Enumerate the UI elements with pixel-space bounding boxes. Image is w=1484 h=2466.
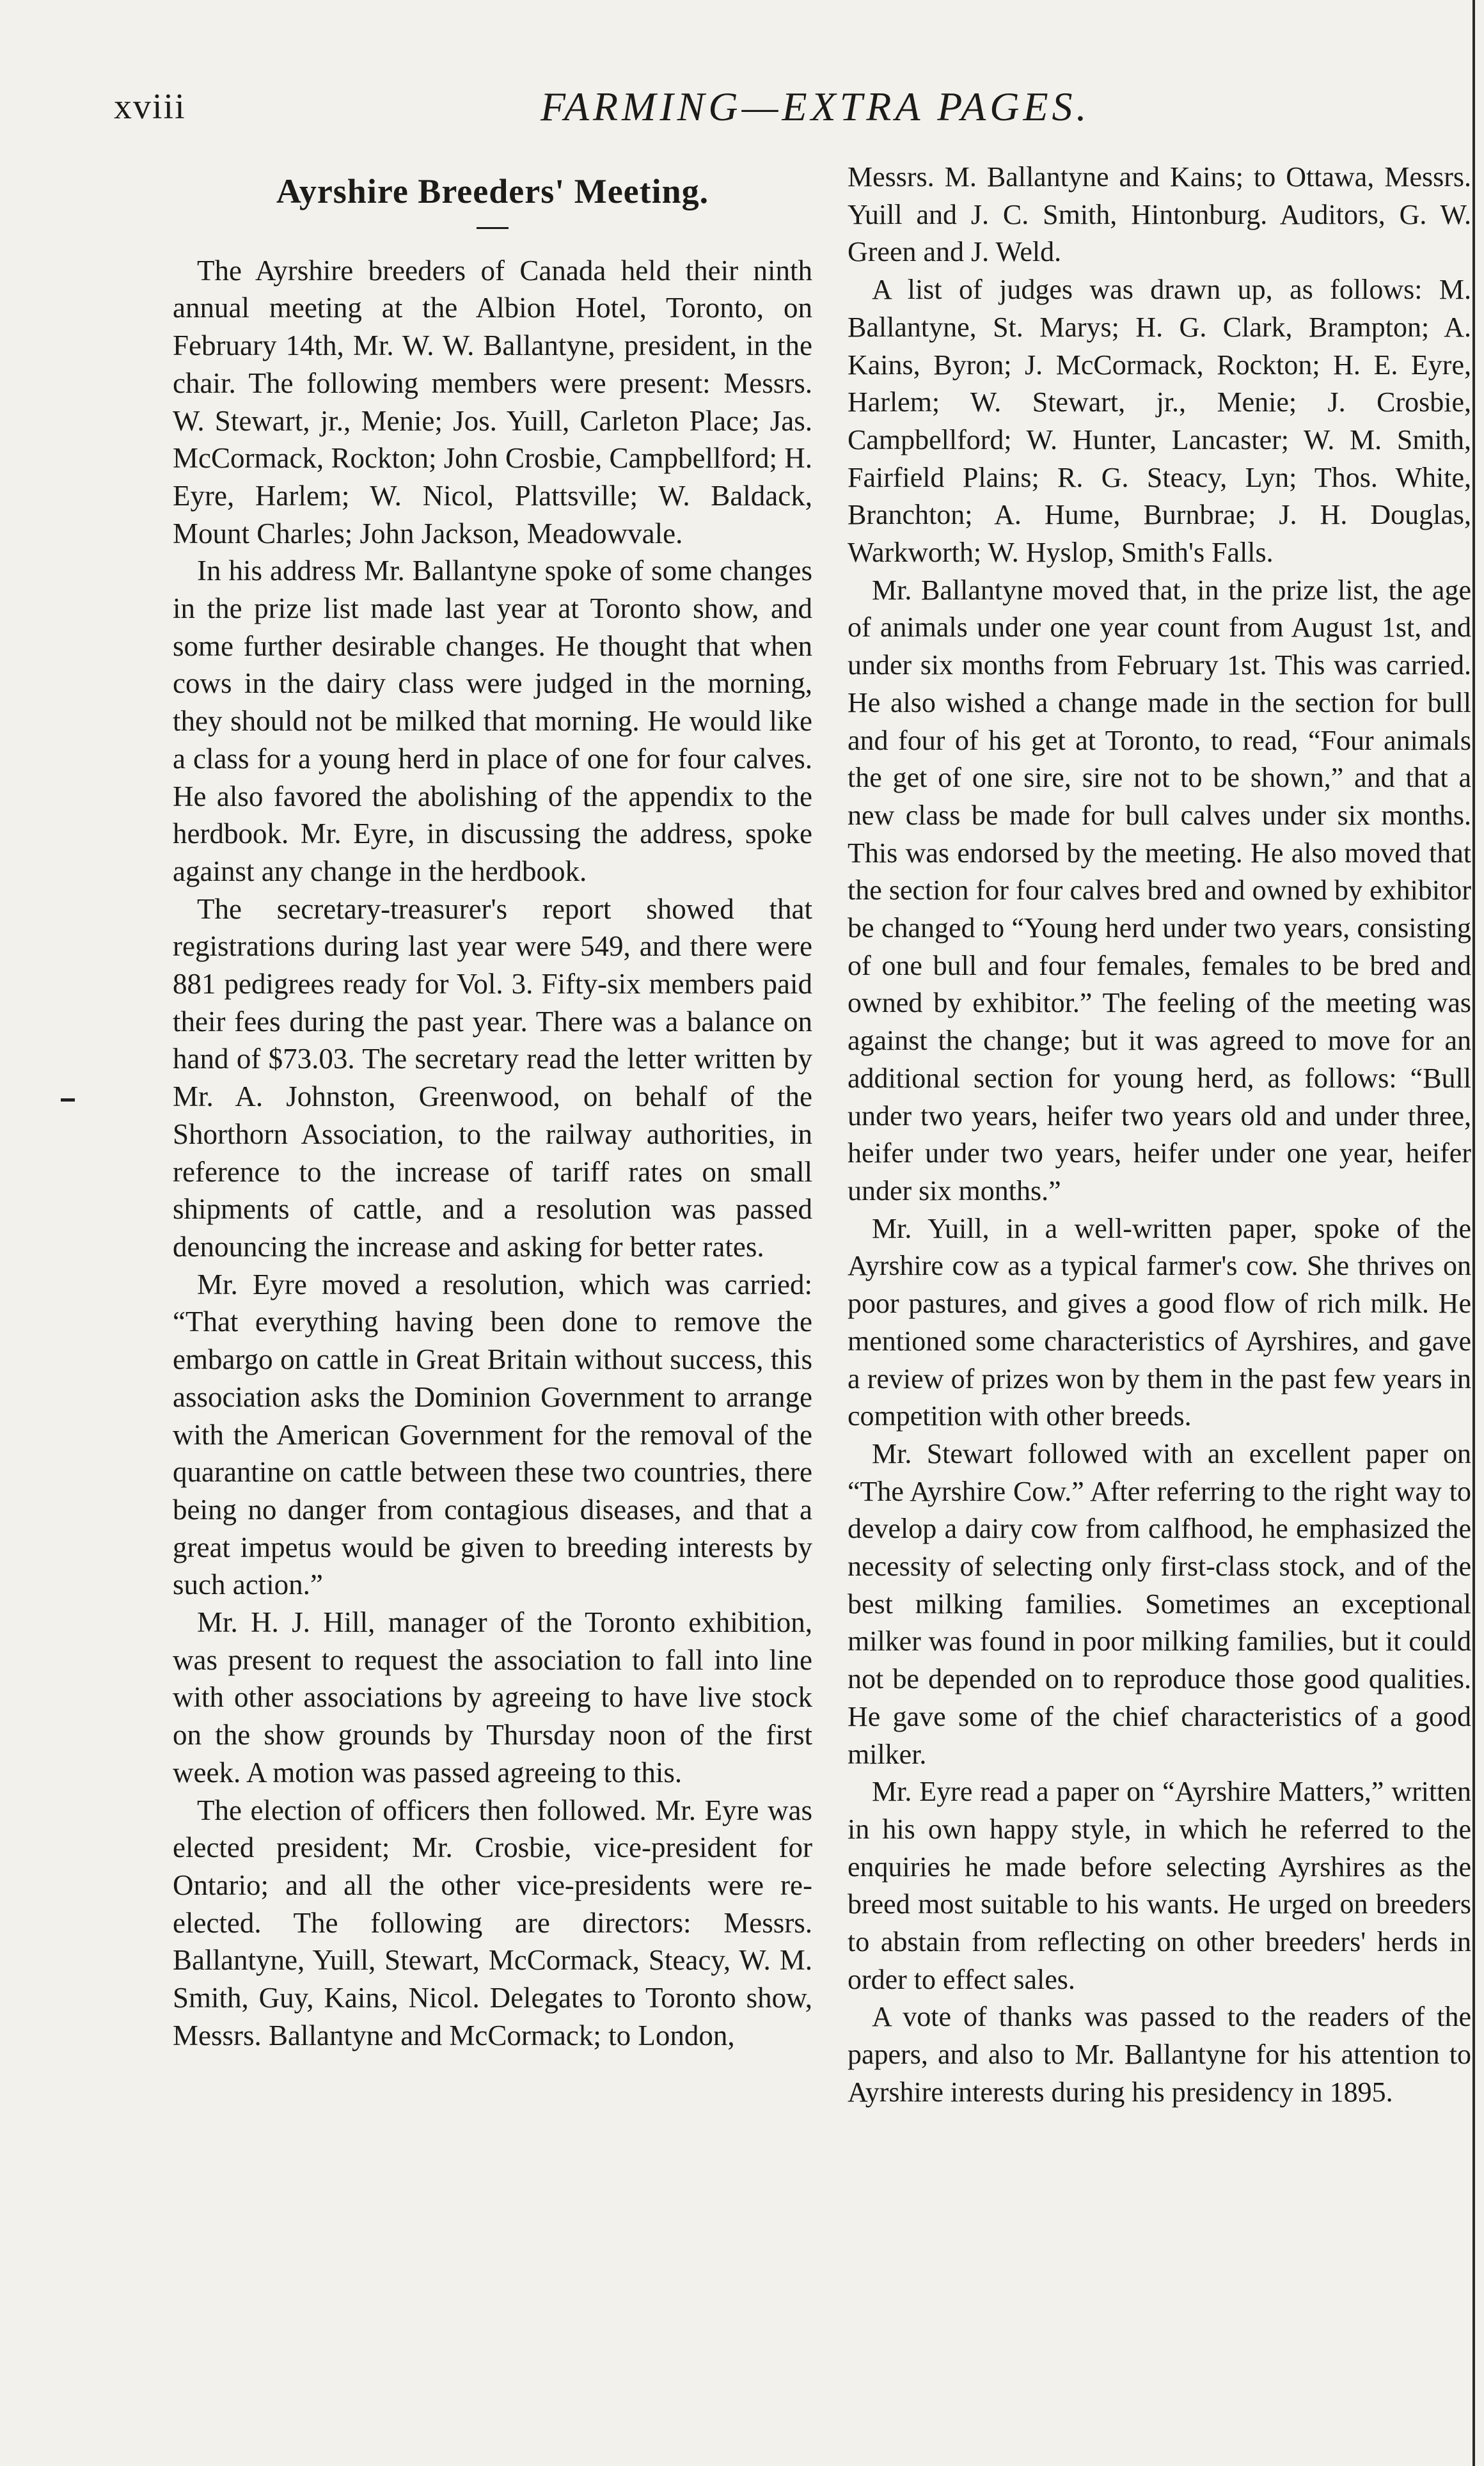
page-number: xviii [114, 87, 186, 127]
running-title: FARMING—EXTRA PAGES. [541, 84, 1091, 129]
paragraph: A list of judges was drawn up, as follows: M. Ballantyne, St. Marys; H. G. Clark, Brampton; A. Kains, Byron; J. McCormack, Rockton; H. E. Eyre, Harlem; W. Stewart, jr., Menie; J. Crosbie, Campbellford; W. Hunter, Lancaster; W. M. Smith, Fairfield Plains; R. G. Steacy, Lyn; Thos. White, Branchton; A. Hume, Burnbrae; J. H. Douglas, Warkworth; W. Hyslop, Smith's Falls. [848, 274, 1471, 569]
article-title: Ayrshire Breeders' Meeting. [276, 172, 709, 210]
margin-mark [61, 1098, 75, 1102]
paragraph: Mr. Eyre read a paper on “Ayrshire Matters,” written in his own happy style, in which he referred to the enquiries he made before selecting Ayrshires as the breed most suitable to his wants. He urged on breeders to abstain from reflecting on other breeders' herds in order to effect sales. [848, 1776, 1471, 1995]
paragraph: Mr. H. J. Hill, manager of the Toronto exhibition, was present to request the association to fall into line with other associations by agreeing to have live stock on the show grounds by Thursday noon of the first week. A motion was passed agreeing to this. [173, 1606, 812, 1789]
paragraph: The election of officers then followed. Mr. Eyre was elected president; Mr. Crosbie, vice-president for Ontario; and all the other vice-presidents were re-elected. The following are directors: Messrs. Ballantyne, Yuill, Stewart, McCormack, Steacy, W. M. Smith, Guy, Kains, Nicol. Delegates to Toronto show, Messrs. Ballantyne and McCormack; to London, [173, 1794, 812, 2051]
paragraph: A vote of thanks was passed to the readers of the papers, and also to Mr. Ballantyne for his attention to Ayrshire interests during his presidency in 1895. [848, 2001, 1471, 2108]
title-rule [477, 227, 509, 229]
left-column [173, 160, 812, 2054]
right-column [848, 159, 1471, 2112]
paragraph: Mr. Stewart followed with an excellent paper on “The Ayrshire Cow.” After referring to the right way to develop a dairy cow from calfhood, he emphasized the necessity of selecting only first-class stock, and of the best milking families. Sometimes an exceptional milker was found in poor milking families, but it could not be depended on to reproduce those good qualities. He gave some of the chief characteristics of a good milker. [848, 1437, 1471, 1770]
paragraph: Mr. Ballantyne moved that, in the prize list, the age of animals under one year count from August 1st, and under six months from February 1st. This was carried. He also wished a change made in the section for bull and four of his get at Toronto, to read, “Four animals the get of one sire, sire not to be shown,” and that a new class be made for bull calves under six months. This was endorsed by the meeting. He also moved that the section for four calves bred and owned by exhibitor be changed to “Young herd under two years, consisting of one bull and four females, females to be bred and owned by exhibitor.” The feeling of the meeting was against the change; but it was agreed to move for an additional section for young herd, as follows: “Bull under two years, heifer two years old and under three, heifer under two years, heifer under one year, heifer under six months.” [848, 574, 1471, 1206]
paragraph: The secretary-treasurer's report showed that registrations during last year were 549, and there were 881 pedigrees ready for Vol. 3. Fifty-six members paid their fees during the past year. There was a balance on hand of $73.03. The secretary read the letter written by Mr. A. Johnston, Greenwood, on behalf of the Shorthorn Association, to the railway authorities, in reference to the increase of tariff rates on small shipments of cattle, and a resolution was passed denouncing the increase and asking for better rates. [173, 892, 812, 1263]
paragraph: Mr. Yuill, in a well-written paper, spoke of the Ayrshire cow as a typical farmer's cow. She thrives on poor pastures, and gives a good flow of rich milk. He mentioned some characteristics of Ayrshires, and gave a review of prizes won by them in the past few years in competition with other breeds. [848, 1212, 1471, 1432]
paragraph: The Ayrshire breeders of Canada held their ninth annual meeting at the Albion Hotel, Toronto, on February 14th, Mr. W. W. Ballantyne, president, in the chair. The following members were present: Messrs. W. Stewart, jr., Menie; Jos. Yuill, Carleton Place; Jas. McCormack, Rockton; John Crosbie, Campbellford; H. Eyre, Harlem; W. Nicol, Plattsville; W. Baldack, Mount Charles; John Jackson, Meadowvale. [173, 254, 812, 549]
paragraph: In his address Mr. Ballantyne spoke of some changes in the prize list made last year at Toronto show, and some further desirable changes. He thought that when cows in the dairy class were judged in the morning, they should not be milked that morning. He would like a class for a young herd in place of one for four calves. He also favored the abolishing of the appendix to the herdbook. Mr. Eyre, in discussing the address, spoke against any change in the herdbook. [173, 555, 812, 887]
paragraph: Mr. Eyre moved a resolution, which was carried: “That everything having been done to remove the embargo on cattle in Great Britain without success, this association asks the Dominion Government to arrange with the American Government for the removal of the quarantine on cattle between these two countries, there being no danger from contagious diseases, and that a great impetus would be given to breeding interests by such action.” [173, 1268, 812, 1601]
page-edge [1472, 0, 1475, 2466]
paragraph: Messrs. M. Ballantyne and Kains; to Ottawa, Messrs. Yuill and J. C. Smith, Hintonburg. Auditors, G. W. Green and J. Weld. [848, 161, 1471, 268]
